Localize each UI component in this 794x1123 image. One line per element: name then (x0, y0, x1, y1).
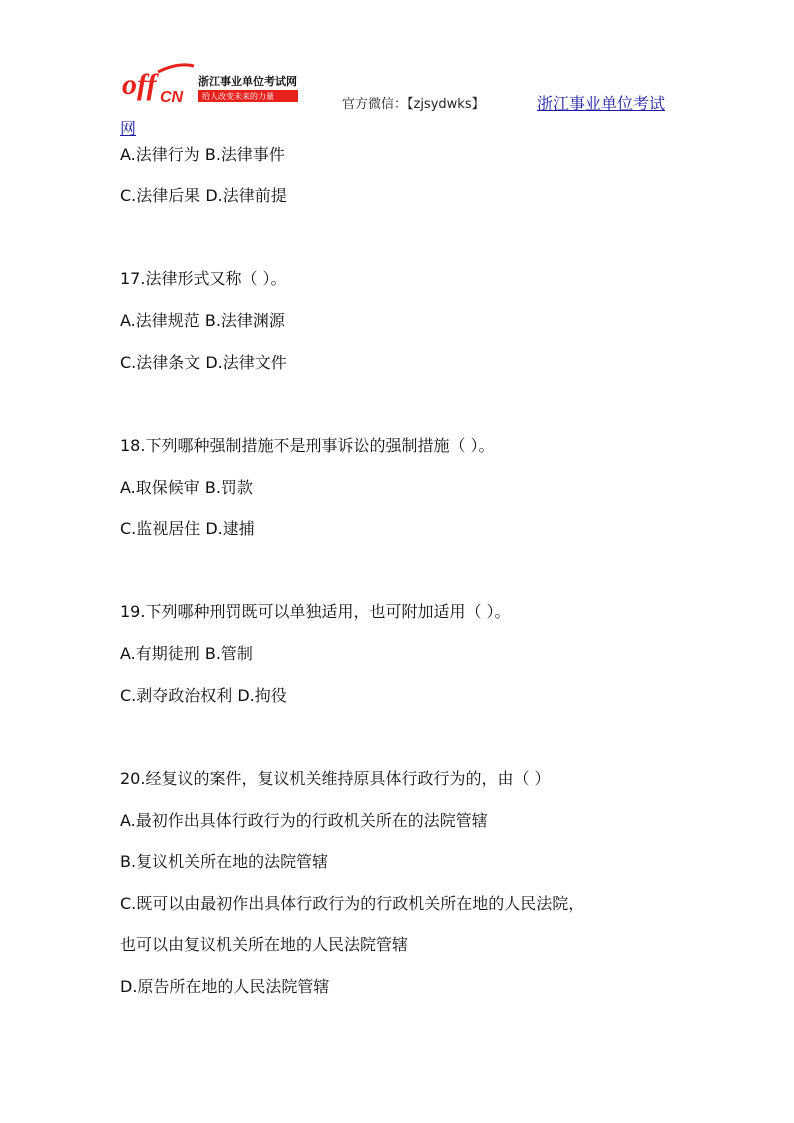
offcn-logo (120, 62, 320, 106)
q19-options-cd: C.剥夺政治权利 D.拘役 (120, 686, 287, 705)
brand-name: 浙江事业单位考试网 (198, 75, 297, 88)
site-link[interactable]: 浙江事业单位考试 (537, 94, 666, 113)
q16-options-ab: A.法律行为 B.法律事件 (120, 145, 285, 164)
q19-question: 19.下列哪种刑罚既可以单独适用，也可附加适用（ ）。 (120, 602, 511, 621)
q20-option-b: B.复议机关所在地的法院管辖 (120, 852, 329, 871)
q20-option-c: C.既可以由最初作出具体行政行为的行政机关所在地的人民法院， (120, 894, 585, 913)
site-link-continuation[interactable]: 网 (120, 119, 137, 138)
offcn-logo-graphic (120, 62, 320, 106)
q17-options-ab: A.法律规范 B.法律渊源 (120, 311, 285, 330)
logo-cn-text: CN (160, 89, 184, 106)
q20-question: 20.经复议的案件，复议机关维持原具体行政行为的，由（ ） (120, 769, 551, 788)
q18-question: 18.下列哪种强制措施不是刑事诉讼的强制措施（ ）。 (120, 436, 495, 455)
q18-options-ab: A.取保候审 B.罚款 (120, 478, 253, 497)
q18-options-cd: C.监视居住 D.逮捕 (120, 519, 255, 538)
q20-option-a: A.最初作出具体行政行为的行政机关所在的法院管辖 (120, 811, 488, 830)
q17-question: 17.法律形式又称（ ）。 (120, 269, 287, 288)
wechat-account: 官方微信：【zjsydwks】 (342, 97, 485, 112)
slogan-text: 给人改变未来的力量 (202, 92, 274, 101)
q20-option-d: D.原告所在地的人民法院管辖 (120, 977, 330, 996)
logo-mark-text: off (122, 68, 157, 101)
q19-options-ab: A.有期徒刑 B.管制 (120, 644, 253, 663)
q16-options-cd: C.法律后果 D.法律前提 (120, 186, 287, 205)
q20-option-c-cont: 也可以由复议机关所在地的人民法院管辖 (120, 935, 409, 954)
page-header (120, 60, 680, 140)
q17-options-cd: C.法律条文 D.法律文件 (120, 353, 287, 372)
